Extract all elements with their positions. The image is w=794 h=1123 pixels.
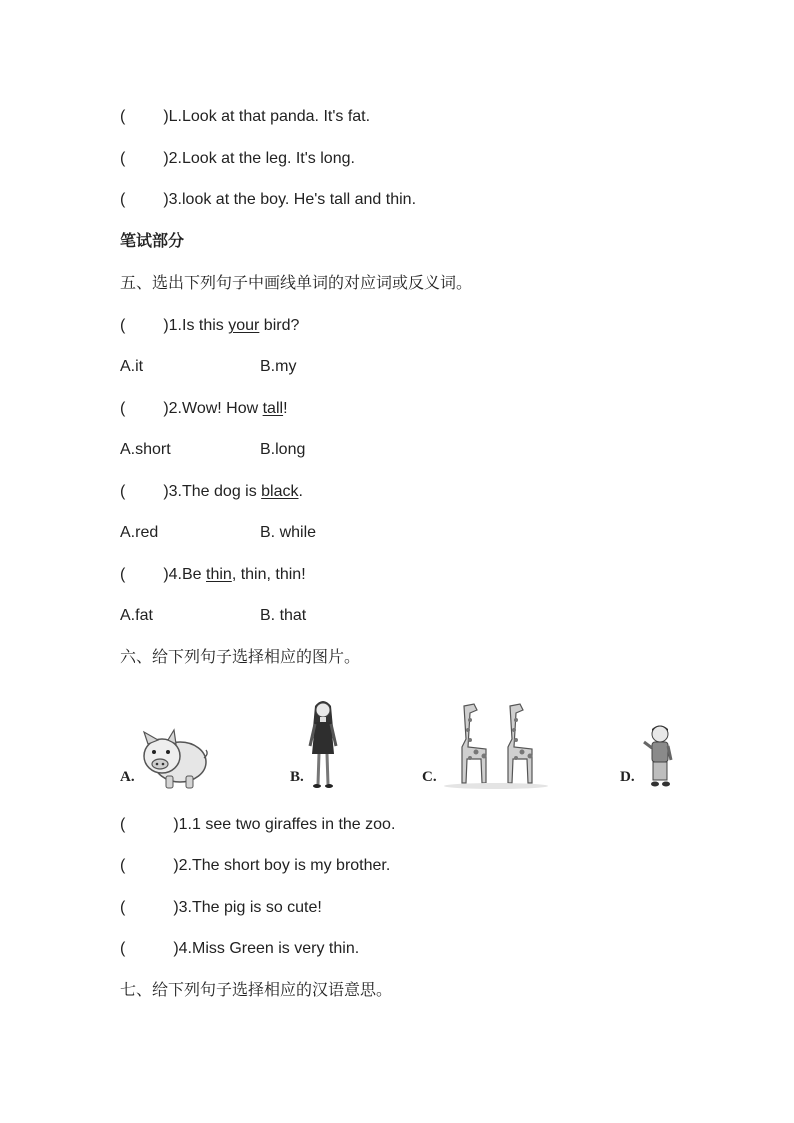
q-pre: )1.Is this	[163, 317, 229, 334]
picture-label: B.	[290, 769, 304, 785]
option-b[interactable]: B. that	[260, 607, 307, 624]
picture-label: A.	[120, 769, 135, 785]
answer-paren[interactable]: (	[120, 108, 126, 125]
option-b[interactable]: B. while	[260, 524, 317, 541]
picture-b[interactable]	[290, 690, 360, 790]
picture-d[interactable]	[620, 690, 680, 790]
underlined-word: tall	[262, 400, 284, 417]
section6-title: 六、给下列句子选择相应的图片。	[120, 649, 361, 666]
boy-icon	[642, 724, 674, 790]
option-a[interactable]: A.fat	[120, 607, 153, 624]
answer-paren[interactable]: (	[120, 483, 126, 500]
item-text: )3.look at the boy. He's tall and thin.	[163, 191, 417, 208]
answer-paren[interactable]: (	[120, 150, 126, 167]
s6-item-1	[120, 815, 395, 835]
q-pre: )4.Be	[163, 566, 207, 583]
item-text: )3.The pig is so cute!	[173, 899, 322, 916]
listening-item-3	[120, 190, 416, 210]
section5-title: 五、选出下列句子中画线单词的对应词或反义词。	[120, 275, 473, 292]
giraffes-icon	[440, 694, 552, 790]
pig-icon	[136, 724, 208, 790]
answer-paren[interactable]: (	[120, 940, 126, 957]
option-b[interactable]: B.my	[260, 358, 297, 375]
s6-item-3	[120, 898, 322, 918]
answer-paren[interactable]: (	[120, 899, 126, 916]
item-text: )2.The short boy is my brother.	[173, 857, 391, 874]
underlined-word: thin	[206, 566, 232, 583]
option-a[interactable]: A.it	[120, 358, 144, 375]
listening-item-2	[120, 149, 355, 169]
answer-paren[interactable]: (	[120, 400, 126, 417]
answer-paren[interactable]: (	[120, 191, 126, 208]
picture-label: D.	[620, 769, 635, 785]
answer-paren[interactable]: (	[120, 317, 126, 334]
picture-a[interactable]	[120, 690, 210, 790]
item-text: )4.Miss Green is very thin.	[173, 940, 360, 957]
written-part-title: 笔试部分	[120, 233, 185, 250]
q-pre: )3.The dog is	[163, 483, 262, 500]
picture-c[interactable]	[422, 690, 542, 790]
s5-options-2	[120, 440, 305, 460]
item-text: )L.Look at that panda. It's fat.	[163, 108, 371, 125]
picture-label: C.	[422, 769, 437, 785]
s5-question-2	[120, 399, 288, 419]
item-text: )2.Look at the leg. It's long.	[163, 150, 355, 167]
q-pre: )2.Wow! How	[163, 400, 263, 417]
q-post: , thin, thin!	[231, 566, 306, 583]
q-post: .	[298, 483, 303, 500]
option-b[interactable]: B.long	[260, 441, 306, 458]
answer-paren[interactable]: (	[120, 816, 126, 833]
s5-question-1	[120, 316, 299, 336]
s6-item-4	[120, 939, 359, 959]
s5-question-3	[120, 482, 303, 502]
underlined-word: black	[261, 483, 299, 500]
picture-row	[120, 690, 680, 790]
s6-item-2	[120, 856, 390, 876]
girl-icon	[306, 698, 340, 790]
s5-options-4	[120, 606, 306, 626]
s5-options-1	[120, 357, 296, 377]
section7-title: 七、给下列句子选择相应的汉语意思。	[120, 982, 393, 999]
option-a[interactable]: A.short	[120, 441, 171, 458]
s5-question-4	[120, 565, 306, 585]
q-post: bird?	[259, 317, 300, 334]
item-text: )1.1 see two giraffes in the zoo.	[173, 816, 396, 833]
answer-paren[interactable]: (	[120, 857, 126, 874]
option-a[interactable]: A.red	[120, 524, 159, 541]
s5-options-3	[120, 523, 316, 543]
answer-paren[interactable]: (	[120, 566, 126, 583]
q-post: !	[283, 400, 288, 417]
underlined-word: your	[228, 317, 260, 334]
listening-item-1	[120, 107, 370, 127]
